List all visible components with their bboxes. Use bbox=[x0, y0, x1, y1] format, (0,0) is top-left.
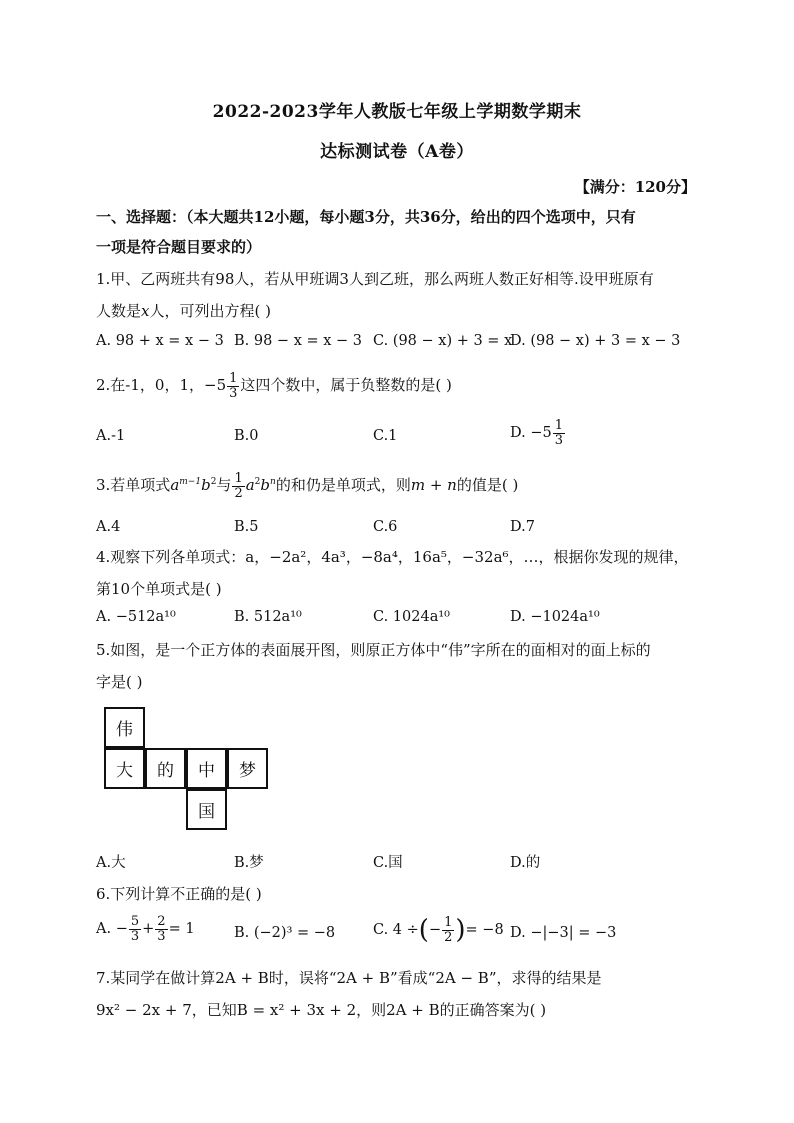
q2-stem-post: 这四个数中，属于负整数的是( ) bbox=[240, 376, 452, 395]
q1-option-b: B. 98 − x = x − 3 bbox=[234, 333, 363, 349]
q3-term1-a-exponent: m−1 bbox=[179, 477, 202, 488]
q4-stem-line1: 4.观察下列各单项式：a，−2a²，4a³，−8a⁴，16a⁵，−32a⁶，…，根据你发现的规律， bbox=[96, 548, 689, 566]
q1-stem-line1: 1.甲、乙两班共有98人，若从甲班调3人到乙班，那么两班人数正好相等.设甲班原有 bbox=[96, 270, 654, 288]
q6-stem: 6.下列计算不正确的是( ) bbox=[96, 885, 262, 903]
q3-stem bbox=[96, 472, 701, 500]
q2-stem bbox=[96, 372, 701, 400]
section-heading-line2: 一项是符合题目要求的） bbox=[96, 238, 262, 256]
q5-option-b: B.梦 bbox=[234, 855, 264, 871]
q3-term2-b: b bbox=[260, 476, 271, 495]
q6-option-a-numerator-2: 2 bbox=[157, 914, 166, 929]
q3-term2-a: a bbox=[245, 476, 255, 495]
q3-stem-mid: 与 bbox=[216, 476, 232, 495]
q3-stem-pre: 3.若单项式 bbox=[96, 476, 171, 495]
net-cell-row-1: 大 bbox=[104, 748, 145, 789]
q5-option-a: A.大 bbox=[96, 855, 126, 871]
q2-option-d-pre: D. −5 bbox=[510, 425, 552, 442]
q6-option-a-numerator-1: 5 bbox=[130, 914, 140, 929]
full-score-label: 【满分：120分】 bbox=[574, 178, 696, 196]
q3-term2-a-exponent: 2 bbox=[254, 477, 261, 488]
q6-option-b: B. (−2)³ = −8 bbox=[234, 925, 336, 941]
q3-option-c: C.6 bbox=[373, 519, 398, 535]
q6-option-c bbox=[373, 915, 504, 945]
q5-option-c: C.国 bbox=[373, 855, 403, 871]
q3-term1-b-exponent: 2 bbox=[210, 477, 217, 488]
q6-option-a-fraction-2 bbox=[155, 915, 167, 943]
q2-option-a: A.-1 bbox=[96, 428, 126, 444]
q4-option-d: D. −1024a¹⁰ bbox=[510, 609, 600, 625]
q3-fraction-denominator: 2 bbox=[234, 485, 243, 501]
q3-option-a: A.4 bbox=[96, 519, 121, 535]
q3-stem-post: 的和仍是单项式，则 bbox=[275, 476, 411, 495]
q4-option-a: A. −512a¹⁰ bbox=[96, 609, 176, 625]
q2-stem-pre: 2.在-1，0，1，−5 bbox=[96, 376, 227, 395]
q6-option-a-denominator-2: 3 bbox=[157, 928, 166, 944]
q6-option-c-negative: − bbox=[428, 922, 442, 938]
q3-stem-end: 的值是( ) bbox=[456, 476, 519, 495]
q1-option-a: A. 98 + x = x − 3 bbox=[96, 333, 224, 349]
q2-fraction-numerator: 1 bbox=[229, 371, 238, 386]
exam-title-line1: 2022-2023学年人教版七年级上学期数学期末 bbox=[212, 102, 582, 122]
net-cell-top: 伟 bbox=[104, 707, 145, 748]
q2-option-c: C.1 bbox=[373, 428, 398, 444]
q6-option-a-plus: + bbox=[142, 921, 155, 938]
q6-option-c-left-paren: ( bbox=[418, 915, 429, 945]
net-cell-row-4: 梦 bbox=[227, 748, 268, 789]
q6-option-c-post: = −8 bbox=[465, 922, 504, 938]
q1-stem-line2 bbox=[96, 300, 701, 321]
q6-option-c-denominator: 2 bbox=[444, 929, 453, 945]
q1-option-c: C. (98 − x) + 3 = x bbox=[373, 333, 513, 349]
q6-option-a-pre: A. − bbox=[96, 921, 128, 938]
q3-option-d: D.7 bbox=[510, 519, 535, 535]
q3-term2-b-exponent: n bbox=[270, 477, 276, 488]
q2-option-d-fraction bbox=[553, 419, 565, 447]
q6-option-a bbox=[96, 915, 195, 943]
q7-stem-line1: 7.某同学在做计算2A + B时，误将“2A + B”看成“2A − B”，求得的结果是 bbox=[96, 969, 602, 987]
q6-option-a-fraction-1 bbox=[129, 915, 141, 943]
q6-option-d: D. −|−3| = −3 bbox=[510, 925, 617, 941]
q1-option-d: D. (98 − x) + 3 = x − 3 bbox=[510, 333, 681, 349]
net-cell-bottom: 国 bbox=[186, 789, 227, 830]
q2-option-b: B.0 bbox=[234, 428, 259, 444]
section-heading-line1: 一、选择题：（本大题共12小题，每小题3分，共36分，给出的四个选项中，只有 bbox=[96, 208, 636, 226]
q2-fraction-denominator: 3 bbox=[229, 385, 238, 401]
q6-option-c-right-paren: ) bbox=[455, 915, 466, 945]
q3-option-b: B.5 bbox=[234, 519, 259, 535]
q3-expression: m + n bbox=[410, 476, 457, 495]
q1-text-post: 人，可列出方程( ) bbox=[149, 302, 271, 320]
q3-fraction-numerator: 1 bbox=[234, 471, 243, 486]
q6-option-a-post: = 1 bbox=[168, 921, 195, 938]
q6-option-a-denominator-1: 3 bbox=[130, 928, 140, 944]
q3-term1-b: b bbox=[201, 476, 211, 495]
q6-option-c-numerator: 1 bbox=[444, 914, 453, 930]
q1-variable: x bbox=[141, 302, 150, 320]
q6-option-c-pre: C. 4 ÷ bbox=[373, 922, 419, 938]
q4-stem-line2: 第10个单项式是( ) bbox=[96, 580, 222, 598]
q4-option-c: C. 1024a¹⁰ bbox=[373, 609, 450, 625]
q5-stem-line1: 5.如图，是一个正方体的表面展开图，则原正方体中“伟”字所在的面相对的面上标的 bbox=[96, 641, 651, 659]
q2-option-d bbox=[510, 419, 566, 447]
q4-option-b: B. 512a¹⁰ bbox=[234, 609, 302, 625]
q5-option-d: D.的 bbox=[510, 855, 541, 871]
q7-stem-line2: 9x² − 2x + 7，已知B = x² + 3x + 2，则2A + B的正确答案为( ) bbox=[96, 1001, 547, 1019]
q5-stem-line2: 字是( ) bbox=[96, 673, 143, 691]
net-cell-row-3: 中 bbox=[186, 748, 227, 789]
net-cell-row-2: 的 bbox=[145, 748, 186, 789]
q2-option-d-numerator: 1 bbox=[554, 418, 563, 433]
q3-term1-a: a bbox=[170, 476, 180, 495]
q3-fraction bbox=[232, 472, 244, 500]
q6-option-c-fraction bbox=[442, 916, 454, 944]
q1-text-pre: 人数是 bbox=[96, 302, 142, 320]
q2-fraction bbox=[227, 372, 239, 400]
q2-option-d-denominator: 3 bbox=[554, 432, 563, 448]
cube-net-figure bbox=[104, 707, 272, 831]
exam-title-line2: 达标测试卷（A卷） bbox=[320, 142, 474, 162]
